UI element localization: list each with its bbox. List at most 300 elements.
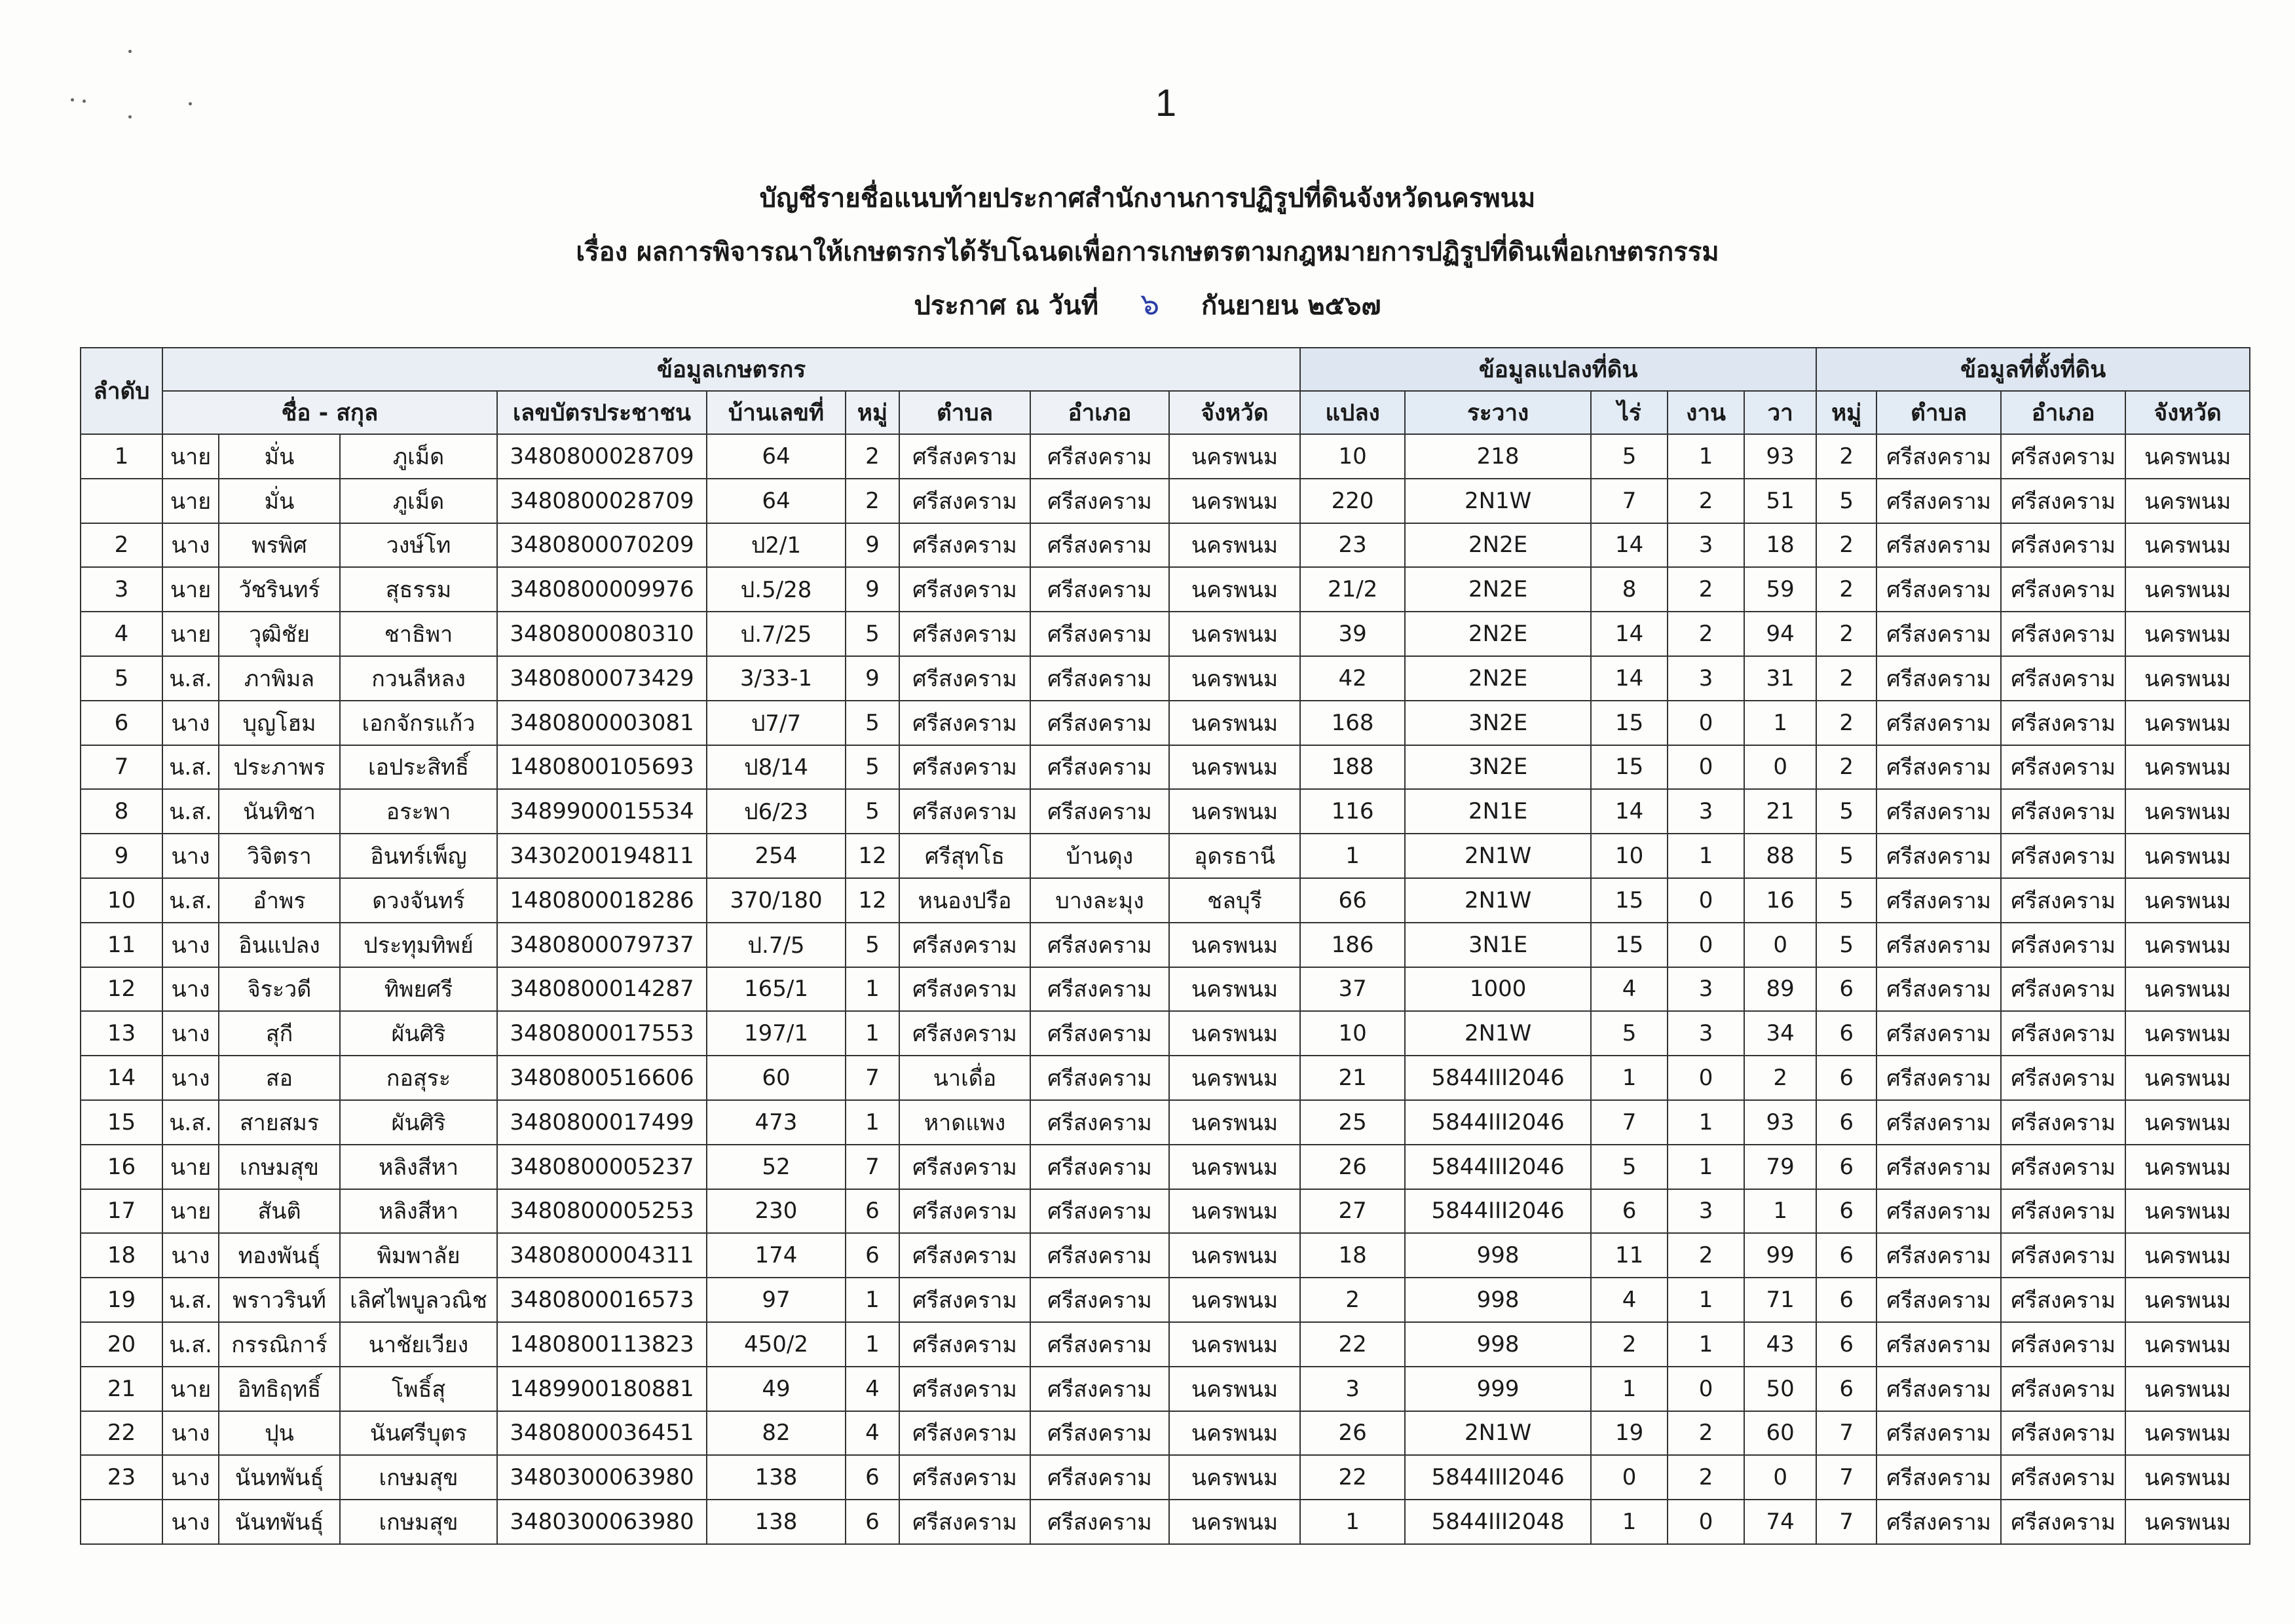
house-no-cell: 97 xyxy=(707,1278,846,1322)
ngan-cell: 3 xyxy=(1668,523,1744,568)
ngan-cell: 3 xyxy=(1668,656,1744,701)
seq-cell xyxy=(81,1500,162,1544)
table-row xyxy=(81,479,2250,523)
location-province-cell: นครพนม xyxy=(2125,1100,2250,1145)
moo-cell: 1 xyxy=(846,1278,899,1322)
location-moo-cell: 2 xyxy=(1816,745,1876,790)
table-row xyxy=(81,1455,2250,1500)
location-tambon-cell: ศรีสงคราม xyxy=(1876,878,2001,923)
location-moo-cell: 2 xyxy=(1816,612,1876,656)
header-tambon: ตำบล xyxy=(899,391,1030,434)
title-prefix-cell: นาย xyxy=(162,612,219,656)
moo-cell: 1 xyxy=(846,1100,899,1145)
header-land-group: ข้อมูลแปลงที่ดิน xyxy=(1300,348,1816,391)
location-tambon-cell: ศรีสงคราม xyxy=(1876,745,2001,790)
parcel-cell: 220 xyxy=(1300,479,1405,523)
ngan-cell: 0 xyxy=(1668,701,1744,745)
location-amphoe-cell: ศรีสงคราม xyxy=(2001,878,2125,923)
seq-cell: 15 xyxy=(81,1100,162,1145)
province-cell: อุดรธานี xyxy=(1169,834,1300,878)
location-province-cell: นครพนม xyxy=(2125,479,2250,523)
moo-cell: 5 xyxy=(846,701,899,745)
first-name-cell: อำพร xyxy=(219,878,340,923)
id-card-cell: 3480800028709 xyxy=(497,434,707,479)
seq-cell: 3 xyxy=(81,567,162,612)
ngan-cell: 0 xyxy=(1668,878,1744,923)
location-province-cell: นครพนม xyxy=(2125,1500,2250,1544)
rai-cell: 5 xyxy=(1591,1011,1668,1056)
title-prefix-cell: น.ส. xyxy=(162,878,219,923)
table-row xyxy=(81,1500,2250,1544)
rai-cell: 15 xyxy=(1591,701,1668,745)
moo-cell: 5 xyxy=(846,789,899,834)
ngan-cell: 2 xyxy=(1668,612,1744,656)
last-name-cell: เกษมสุข xyxy=(340,1455,497,1500)
id-card-cell: 3480800003081 xyxy=(497,701,707,745)
rai-cell: 14 xyxy=(1591,656,1668,701)
id-card-cell: 3480800017553 xyxy=(497,1011,707,1056)
sheet-cell: 5844III2046 xyxy=(1405,1100,1591,1145)
province-cell: นครพนม xyxy=(1169,1278,1300,1322)
sheet-cell: 2N2E xyxy=(1405,567,1591,612)
sheet-cell: 5844III2046 xyxy=(1405,1189,1591,1234)
last-name-cell: ชาธิพา xyxy=(340,612,497,656)
tambon-cell: ศรีสงคราม xyxy=(899,567,1030,612)
location-moo-cell: 5 xyxy=(1816,923,1876,967)
province-cell: นครพนม xyxy=(1169,1011,1300,1056)
location-tambon-cell: ศรีสงคราม xyxy=(1876,1500,2001,1544)
first-name-cell: อินแปลง xyxy=(219,923,340,967)
location-moo-cell: 2 xyxy=(1816,567,1876,612)
location-moo-cell: 5 xyxy=(1816,834,1876,878)
province-cell: นครพนม xyxy=(1169,1367,1300,1411)
location-province-cell: นครพนม xyxy=(2125,789,2250,834)
moo-cell: 12 xyxy=(846,878,899,923)
table-row xyxy=(81,745,2250,790)
parcel-cell: 26 xyxy=(1300,1411,1405,1456)
province-cell: นครพนม xyxy=(1169,1411,1300,1456)
house-no-cell: 370/180 xyxy=(707,878,846,923)
sheet-cell: 1000 xyxy=(1405,967,1591,1012)
location-amphoe-cell: ศรีสงคราม xyxy=(2001,1278,2125,1322)
sheet-cell: 3N1E xyxy=(1405,923,1591,967)
parcel-cell: 188 xyxy=(1300,745,1405,790)
moo-cell: 2 xyxy=(846,434,899,479)
header-location-amphoe: อำเภอ xyxy=(2001,391,2125,434)
tambon-cell: นาเดื่อ xyxy=(899,1056,1030,1100)
amphoe-cell: ศรีสงคราม xyxy=(1030,701,1169,745)
sheet-cell: 2N2E xyxy=(1405,656,1591,701)
farmer-land-table xyxy=(80,347,2250,1545)
location-amphoe-cell: ศรีสงคราม xyxy=(2001,834,2125,878)
wa-cell: 71 xyxy=(1744,1278,1816,1322)
wa-cell: 51 xyxy=(1744,479,1816,523)
header-id-card: เลขบัตรประชาชน xyxy=(497,391,707,434)
rai-cell: 1 xyxy=(1591,1500,1668,1544)
moo-cell: 5 xyxy=(846,612,899,656)
tambon-cell: ศรีสงคราม xyxy=(899,523,1030,568)
amphoe-cell: ศรีสงคราม xyxy=(1030,1100,1169,1145)
seq-cell: 4 xyxy=(81,612,162,656)
title-prefix-cell: นาง xyxy=(162,1056,219,1100)
location-tambon-cell: ศรีสงคราม xyxy=(1876,1322,2001,1367)
tambon-cell: ศรีสงคราม xyxy=(899,656,1030,701)
table-row xyxy=(81,1411,2250,1456)
location-moo-cell: 6 xyxy=(1816,1189,1876,1234)
first-name-cell: ภาพิมล xyxy=(219,656,340,701)
title-prefix-cell: น.ส. xyxy=(162,656,219,701)
province-cell: นครพนม xyxy=(1169,1500,1300,1544)
house-no-cell: 49 xyxy=(707,1367,846,1411)
location-tambon-cell: ศรีสงคราม xyxy=(1876,656,2001,701)
location-moo-cell: 6 xyxy=(1816,1011,1876,1056)
location-tambon-cell: ศรีสงคราม xyxy=(1876,1189,2001,1234)
first-name-cell: ปุน xyxy=(219,1411,340,1456)
id-card-cell: 3480800079737 xyxy=(497,923,707,967)
location-province-cell: นครพนม xyxy=(2125,1056,2250,1100)
tambon-cell: ศรีสงคราม xyxy=(899,434,1030,479)
location-amphoe-cell: ศรีสงคราม xyxy=(2001,923,2125,967)
scan-speck xyxy=(83,100,86,103)
first-name-cell: สายสมร xyxy=(219,1100,340,1145)
moo-cell: 9 xyxy=(846,567,899,612)
wa-cell: 0 xyxy=(1744,923,1816,967)
location-amphoe-cell: ศรีสงคราม xyxy=(2001,1011,2125,1056)
moo-cell: 1 xyxy=(846,1011,899,1056)
last-name-cell: วงษ์โท xyxy=(340,523,497,568)
location-tambon-cell: ศรีสงคราม xyxy=(1876,1278,2001,1322)
first-name-cell: นันทพันธุ์ xyxy=(219,1455,340,1500)
id-card-cell: 1480800105693 xyxy=(497,745,707,790)
header-ngan: งาน xyxy=(1668,391,1744,434)
ngan-cell: 1 xyxy=(1668,834,1744,878)
sheet-cell: 998 xyxy=(1405,1322,1591,1367)
rai-cell: 5 xyxy=(1591,434,1668,479)
province-cell: ชลบุรี xyxy=(1169,878,1300,923)
seq-cell: 21 xyxy=(81,1367,162,1411)
parcel-cell: 10 xyxy=(1300,434,1405,479)
location-province-cell: นครพนม xyxy=(2125,1233,2250,1278)
sheet-cell: 5844III2046 xyxy=(1405,1056,1591,1100)
location-province-cell: นครพนม xyxy=(2125,923,2250,967)
location-tambon-cell: ศรีสงคราม xyxy=(1876,567,2001,612)
moo-cell: 5 xyxy=(846,745,899,790)
wa-cell: 50 xyxy=(1744,1367,1816,1411)
tambon-cell: ศรีสงคราม xyxy=(899,1189,1030,1234)
parcel-cell: 186 xyxy=(1300,923,1405,967)
house-no-cell: 138 xyxy=(707,1455,846,1500)
location-province-cell: นครพนม xyxy=(2125,1145,2250,1189)
wa-cell: 60 xyxy=(1744,1411,1816,1456)
title-prefix-cell: นาง xyxy=(162,1500,219,1544)
rai-cell: 1 xyxy=(1591,1367,1668,1411)
house-no-cell: 473 xyxy=(707,1100,846,1145)
house-no-cell: 64 xyxy=(707,434,846,479)
header-province: จังหวัด xyxy=(1169,391,1300,434)
first-name-cell: สุกี xyxy=(219,1011,340,1056)
moo-cell: 4 xyxy=(846,1411,899,1456)
parcel-cell: 66 xyxy=(1300,878,1405,923)
document-title: บัญชีรายชื่อแนบท้ายประกาศสำนักงานการปฏิรูปที่ดินจังหวัดนครพนม xyxy=(759,183,1536,213)
parcel-cell: 39 xyxy=(1300,612,1405,656)
table-row xyxy=(81,967,2250,1012)
amphoe-cell: ศรีสงคราม xyxy=(1030,612,1169,656)
rai-cell: 5 xyxy=(1591,1145,1668,1189)
location-province-cell: นครพนม xyxy=(2125,1189,2250,1234)
location-province-cell: นครพนม xyxy=(2125,745,2250,790)
sheet-cell: 998 xyxy=(1405,1278,1591,1322)
province-cell: นครพนม xyxy=(1169,1322,1300,1367)
seq-cell: 14 xyxy=(81,1056,162,1100)
location-tambon-cell: ศรีสงคราม xyxy=(1876,1455,2001,1500)
province-cell: นครพนม xyxy=(1169,1233,1300,1278)
title-prefix-cell: นาง xyxy=(162,523,219,568)
province-cell: นครพนม xyxy=(1169,523,1300,568)
sheet-cell: 3N2E xyxy=(1405,745,1591,790)
tambon-cell: ศรีสงคราม xyxy=(899,1455,1030,1500)
sheet-cell: 218 xyxy=(1405,434,1591,479)
house-no-cell: ป7/7 xyxy=(707,701,846,745)
location-province-cell: นครพนม xyxy=(2125,701,2250,745)
last-name-cell: สุธรรม xyxy=(340,567,497,612)
province-cell: นครพนม xyxy=(1169,434,1300,479)
wa-cell: 16 xyxy=(1744,878,1816,923)
table-row xyxy=(81,1367,2250,1411)
id-card-cell: 3430200194811 xyxy=(497,834,707,878)
last-name-cell: ดวงจันทร์ xyxy=(340,878,497,923)
province-cell: นครพนม xyxy=(1169,967,1300,1012)
seq-cell: 5 xyxy=(81,656,162,701)
amphoe-cell: ศรีสงคราม xyxy=(1030,479,1169,523)
id-card-cell: 3480800005253 xyxy=(497,1189,707,1234)
amphoe-cell: ศรีสงคราม xyxy=(1030,967,1169,1012)
location-province-cell: นครพนม xyxy=(2125,1278,2250,1322)
first-name-cell: บุญโฮม xyxy=(219,701,340,745)
id-card-cell: 3480800080310 xyxy=(497,612,707,656)
title-prefix-cell: นาง xyxy=(162,923,219,967)
moo-cell: 4 xyxy=(846,1367,899,1411)
seq-cell: 7 xyxy=(81,745,162,790)
location-tambon-cell: ศรีสงคราม xyxy=(1876,479,2001,523)
location-tambon-cell: ศรีสงคราม xyxy=(1876,1233,2001,1278)
table-row xyxy=(81,923,2250,967)
rai-cell: 15 xyxy=(1591,923,1668,967)
parcel-cell: 21/2 xyxy=(1300,567,1405,612)
location-amphoe-cell: ศรีสงคราม xyxy=(2001,1500,2125,1544)
ngan-cell: 2 xyxy=(1668,567,1744,612)
id-card-cell: 1480800018286 xyxy=(497,878,707,923)
ngan-cell: 2 xyxy=(1668,1455,1744,1500)
location-amphoe-cell: ศรีสงคราม xyxy=(2001,656,2125,701)
ngan-cell: 1 xyxy=(1668,1100,1744,1145)
wa-cell: 0 xyxy=(1744,1455,1816,1500)
location-tambon-cell: ศรีสงคราม xyxy=(1876,434,2001,479)
wa-cell: 93 xyxy=(1744,434,1816,479)
tambon-cell: ศรีสงคราม xyxy=(899,1011,1030,1056)
title-prefix-cell: น.ส. xyxy=(162,1100,219,1145)
location-amphoe-cell: ศรีสงคราม xyxy=(2001,701,2125,745)
seq-cell: 12 xyxy=(81,967,162,1012)
tambon-cell: ศรีสงคราม xyxy=(899,479,1030,523)
scan-speck xyxy=(189,102,192,105)
location-moo-cell: 6 xyxy=(1816,1367,1876,1411)
ngan-cell: 3 xyxy=(1668,967,1744,1012)
amphoe-cell: ศรีสงคราม xyxy=(1030,1411,1169,1456)
table-row xyxy=(81,523,2250,568)
ngan-cell: 0 xyxy=(1668,923,1744,967)
rai-cell: 4 xyxy=(1591,967,1668,1012)
province-cell: นครพนม xyxy=(1169,923,1300,967)
table-row xyxy=(81,1145,2250,1189)
parcel-cell: 21 xyxy=(1300,1056,1405,1100)
moo-cell: 9 xyxy=(846,523,899,568)
location-tambon-cell: ศรีสงคราม xyxy=(1876,1100,2001,1145)
rai-cell: 15 xyxy=(1591,745,1668,790)
seq-cell: 20 xyxy=(81,1322,162,1367)
last-name-cell: กวนลีหลง xyxy=(340,656,497,701)
table-body xyxy=(81,434,2250,1544)
first-name-cell: นันทิชา xyxy=(219,789,340,834)
wa-cell: 31 xyxy=(1744,656,1816,701)
tambon-cell: ศรีสงคราม xyxy=(899,1145,1030,1189)
wa-cell: 88 xyxy=(1744,834,1816,878)
last-name-cell: โพธิ์สุ xyxy=(340,1367,497,1411)
table-row xyxy=(81,1278,2250,1322)
last-name-cell: นาชัยเวียง xyxy=(340,1322,497,1367)
ngan-cell: 3 xyxy=(1668,789,1744,834)
id-card-cell: 3480800005237 xyxy=(497,1145,707,1189)
first-name-cell: พรพิศ xyxy=(219,523,340,568)
location-province-cell: นครพนม xyxy=(2125,1011,2250,1056)
moo-cell: 7 xyxy=(846,1056,899,1100)
seq-cell: 19 xyxy=(81,1278,162,1322)
rai-cell: 14 xyxy=(1591,523,1668,568)
wa-cell: 18 xyxy=(1744,523,1816,568)
location-moo-cell: 6 xyxy=(1816,1322,1876,1367)
wa-cell: 43 xyxy=(1744,1322,1816,1367)
parcel-cell: 27 xyxy=(1300,1189,1405,1234)
wa-cell: 34 xyxy=(1744,1011,1816,1056)
moo-cell: 7 xyxy=(846,1145,899,1189)
house-no-cell: ป8/14 xyxy=(707,745,846,790)
location-province-cell: นครพนม xyxy=(2125,434,2250,479)
title-prefix-cell: นาง xyxy=(162,1455,219,1500)
wa-cell: 93 xyxy=(1744,1100,1816,1145)
title-prefix-cell: น.ส. xyxy=(162,1322,219,1367)
handwritten-day: ๖ xyxy=(1140,286,1160,322)
parcel-cell: 18 xyxy=(1300,1233,1405,1278)
ngan-cell: 0 xyxy=(1668,1056,1744,1100)
title-prefix-cell: นาง xyxy=(162,834,219,878)
wa-cell: 74 xyxy=(1744,1500,1816,1544)
last-name-cell: อระพา xyxy=(340,789,497,834)
rai-cell: 1 xyxy=(1591,1056,1668,1100)
id-card-cell: 3480800004311 xyxy=(497,1233,707,1278)
id-card-cell: 3480800036451 xyxy=(497,1411,707,1456)
tambon-cell: ศรีสงคราม xyxy=(899,789,1030,834)
parcel-cell: 1 xyxy=(1300,1500,1405,1544)
table-row xyxy=(81,878,2250,923)
location-province-cell: นครพนม xyxy=(2125,523,2250,568)
header-location-tambon: ตำบล xyxy=(1876,391,2001,434)
wa-cell: 21 xyxy=(1744,789,1816,834)
table-row xyxy=(81,612,2250,656)
tambon-cell: หนองปรือ xyxy=(899,878,1030,923)
table-row xyxy=(81,434,2250,479)
location-moo-cell: 6 xyxy=(1816,1233,1876,1278)
seq-cell: 10 xyxy=(81,878,162,923)
first-name-cell: ทองพันธุ์ xyxy=(219,1233,340,1278)
location-tambon-cell: ศรีสงคราม xyxy=(1876,1367,2001,1411)
location-tambon-cell: ศรีสงคราม xyxy=(1876,523,2001,568)
id-card-cell: 1480800113823 xyxy=(497,1322,707,1367)
parcel-cell: 3 xyxy=(1300,1367,1405,1411)
sheet-cell: 2N1W xyxy=(1405,878,1591,923)
location-moo-cell: 2 xyxy=(1816,523,1876,568)
title-prefix-cell: นาย xyxy=(162,479,219,523)
last-name-cell: ภูเม็ด xyxy=(340,479,497,523)
location-amphoe-cell: ศรีสงคราม xyxy=(2001,434,2125,479)
id-card-cell: 3480800073429 xyxy=(497,656,707,701)
location-moo-cell: 5 xyxy=(1816,878,1876,923)
house-no-cell: ป2/1 xyxy=(707,523,846,568)
ngan-cell: 1 xyxy=(1668,1322,1744,1367)
location-moo-cell: 5 xyxy=(1816,479,1876,523)
moo-cell: 6 xyxy=(846,1233,899,1278)
wa-cell: 59 xyxy=(1744,567,1816,612)
page-number: 1 xyxy=(1155,82,1177,124)
moo-cell: 2 xyxy=(846,479,899,523)
tambon-cell: ศรีสงคราม xyxy=(899,967,1030,1012)
location-province-cell: นครพนม xyxy=(2125,967,2250,1012)
parcel-cell: 25 xyxy=(1300,1100,1405,1145)
table-row xyxy=(81,789,2250,834)
header-house-no: บ้านเลขที่ xyxy=(707,391,846,434)
sheet-cell: 5844III2048 xyxy=(1405,1500,1591,1544)
last-name-cell: หลิงสีหา xyxy=(340,1189,497,1234)
location-moo-cell: 7 xyxy=(1816,1500,1876,1544)
house-no-cell: 3/33-1 xyxy=(707,656,846,701)
house-no-cell: ป.5/28 xyxy=(707,567,846,612)
wa-cell: 94 xyxy=(1744,612,1816,656)
location-province-cell: นครพนม xyxy=(2125,878,2250,923)
document-subject: เรื่อง ผลการพิจารณาให้เกษตรกรได้รับโฉนดเพื่อการเกษตรตามกฎหมายการปฏิรูปที่ดินเพื่อเกษตรกรรม xyxy=(576,237,1719,267)
date-suffix: กันยายน ๒๕๖๗ xyxy=(1201,291,1381,321)
table-row xyxy=(81,567,2250,612)
id-card-cell: 3480300063980 xyxy=(497,1500,707,1544)
seq-cell: 16 xyxy=(81,1145,162,1189)
tambon-cell: ศรีสงคราม xyxy=(899,612,1030,656)
location-tambon-cell: ศรีสงคราม xyxy=(1876,1411,2001,1456)
location-province-cell: นครพนม xyxy=(2125,656,2250,701)
location-amphoe-cell: ศรีสงคราม xyxy=(2001,1322,2125,1367)
seq-cell: 22 xyxy=(81,1411,162,1456)
ngan-cell: 0 xyxy=(1668,745,1744,790)
header-wa: วา xyxy=(1744,391,1816,434)
amphoe-cell: ศรีสงคราม xyxy=(1030,1189,1169,1234)
parcel-cell: 37 xyxy=(1300,967,1405,1012)
moo-cell: 6 xyxy=(846,1189,899,1234)
location-tambon-cell: ศรีสงคราม xyxy=(1876,1011,2001,1056)
sheet-cell: 2N2E xyxy=(1405,612,1591,656)
seq-cell: 1 xyxy=(81,434,162,479)
table-row xyxy=(81,1189,2250,1234)
location-amphoe-cell: ศรีสงคราม xyxy=(2001,745,2125,790)
title-prefix-cell: น.ส. xyxy=(162,789,219,834)
header-name: ชื่อ - สกุล xyxy=(162,391,497,434)
amphoe-cell: ศรีสงคราม xyxy=(1030,1145,1169,1189)
id-card-cell: 3480800516606 xyxy=(497,1056,707,1100)
